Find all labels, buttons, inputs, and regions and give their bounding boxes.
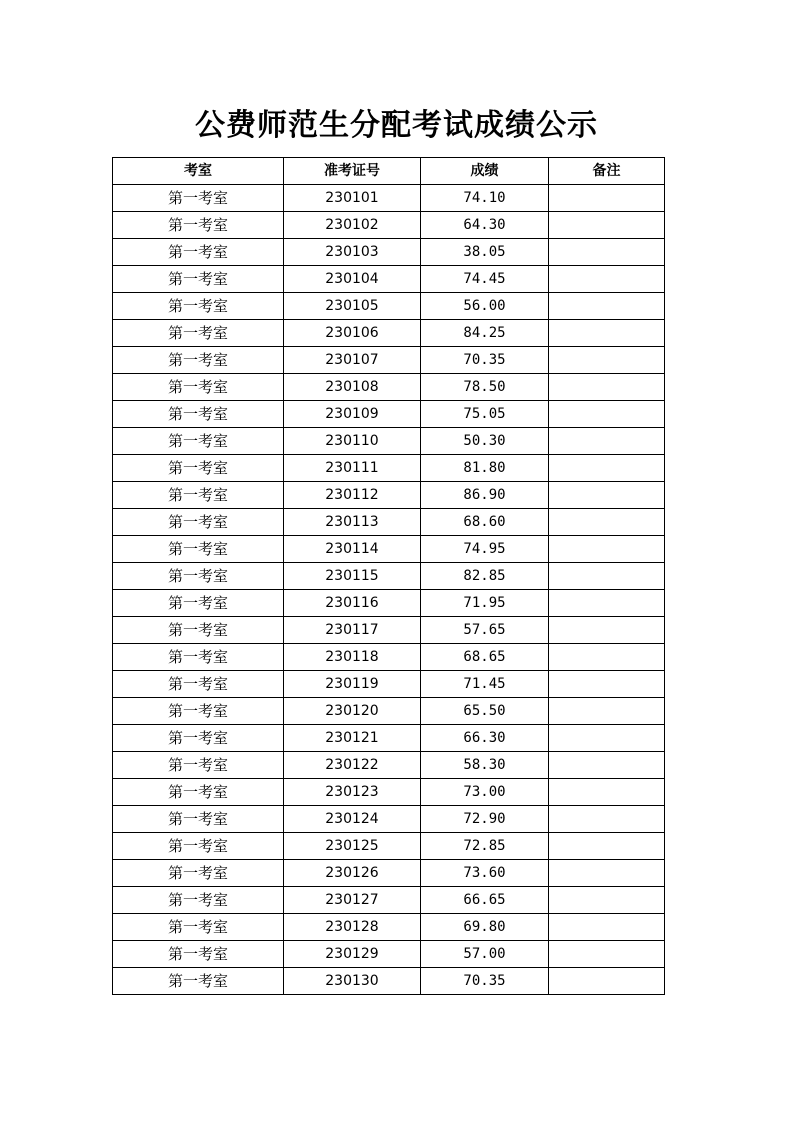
cell-room: 第一考室: [113, 212, 284, 239]
cell-score: 64.30: [421, 212, 549, 239]
cell-score: 68.60: [421, 509, 549, 536]
table-row: [113, 347, 665, 374]
table-row: [113, 185, 665, 212]
cell-room: 第一考室: [113, 536, 284, 563]
cell-note: [549, 536, 665, 563]
cell-room: 第一考室: [113, 752, 284, 779]
cell-exam-id: 230130: [284, 968, 421, 995]
cell-room: 第一考室: [113, 644, 284, 671]
cell-note: [549, 455, 665, 482]
cell-note: [549, 860, 665, 887]
cell-exam-id: 230122: [284, 752, 421, 779]
cell-exam-id: 230128: [284, 914, 421, 941]
cell-note: [549, 347, 665, 374]
page-title: 公费师范生分配考试成绩公示: [195, 108, 598, 143]
cell-room: 第一考室: [113, 806, 284, 833]
column-header-room: 考室: [113, 158, 284, 185]
cell-score: 73.00: [421, 779, 549, 806]
cell-room: 第一考室: [113, 320, 284, 347]
table-row: [113, 644, 665, 671]
cell-note: [549, 185, 665, 212]
cell-room: 第一考室: [113, 914, 284, 941]
cell-exam-id: 230111: [284, 455, 421, 482]
cell-note: [549, 887, 665, 914]
table-row: [113, 941, 665, 968]
cell-note: [549, 968, 665, 995]
table-row: [113, 779, 665, 806]
table-row: [113, 563, 665, 590]
cell-note: [549, 941, 665, 968]
table-row: [113, 239, 665, 266]
score-table: [112, 157, 665, 995]
cell-note: [549, 293, 665, 320]
table-row: [113, 698, 665, 725]
cell-exam-id: 230117: [284, 617, 421, 644]
cell-exam-id: 230102: [284, 212, 421, 239]
cell-score: 50.30: [421, 428, 549, 455]
column-header-score: 成绩: [421, 158, 549, 185]
cell-exam-id: 230114: [284, 536, 421, 563]
cell-note: [549, 509, 665, 536]
cell-note: [549, 617, 665, 644]
cell-score: 71.45: [421, 671, 549, 698]
cell-room: 第一考室: [113, 239, 284, 266]
cell-exam-id: 230112: [284, 482, 421, 509]
cell-score: 69.80: [421, 914, 549, 941]
cell-score: 71.95: [421, 590, 549, 617]
cell-score: 86.90: [421, 482, 549, 509]
cell-score: 65.50: [421, 698, 549, 725]
cell-exam-id: 230113: [284, 509, 421, 536]
cell-room: 第一考室: [113, 455, 284, 482]
cell-exam-id: 230123: [284, 779, 421, 806]
cell-room: 第一考室: [113, 779, 284, 806]
cell-exam-id: 230116: [284, 590, 421, 617]
cell-note: [549, 401, 665, 428]
cell-score: 56.00: [421, 293, 549, 320]
cell-score: 72.90: [421, 806, 549, 833]
cell-note: [549, 374, 665, 401]
cell-score: 57.00: [421, 941, 549, 968]
cell-score: 66.65: [421, 887, 549, 914]
cell-exam-id: 230107: [284, 347, 421, 374]
cell-room: 第一考室: [113, 293, 284, 320]
table-row: [113, 266, 665, 293]
cell-exam-id: 230109: [284, 401, 421, 428]
cell-score: 74.10: [421, 185, 549, 212]
table-row: [113, 887, 665, 914]
cell-score: 68.65: [421, 644, 549, 671]
table-row: [113, 455, 665, 482]
cell-room: 第一考室: [113, 401, 284, 428]
cell-note: [549, 239, 665, 266]
table-row: [113, 590, 665, 617]
table-row: [113, 374, 665, 401]
cell-note: [549, 698, 665, 725]
cell-note: [549, 266, 665, 293]
cell-note: [549, 212, 665, 239]
cell-score: 72.85: [421, 833, 549, 860]
cell-exam-id: 230124: [284, 806, 421, 833]
table-row: [113, 617, 665, 644]
cell-note: [549, 779, 665, 806]
cell-score: 75.05: [421, 401, 549, 428]
cell-score: 70.35: [421, 347, 549, 374]
cell-room: 第一考室: [113, 185, 284, 212]
cell-room: 第一考室: [113, 698, 284, 725]
cell-room: 第一考室: [113, 860, 284, 887]
cell-room: 第一考室: [113, 374, 284, 401]
cell-score: 74.95: [421, 536, 549, 563]
table-row: [113, 536, 665, 563]
cell-room: 第一考室: [113, 590, 284, 617]
cell-room: 第一考室: [113, 833, 284, 860]
cell-room: 第一考室: [113, 941, 284, 968]
cell-room: 第一考室: [113, 482, 284, 509]
table-row: [113, 806, 665, 833]
table-header-row: [113, 158, 665, 185]
cell-score: 81.80: [421, 455, 549, 482]
cell-exam-id: 230127: [284, 887, 421, 914]
cell-score: 73.60: [421, 860, 549, 887]
cell-score: 38.05: [421, 239, 549, 266]
table-row: [113, 428, 665, 455]
cell-exam-id: 230126: [284, 860, 421, 887]
column-header-exam-id: 准考证号: [284, 158, 421, 185]
table-row: [113, 671, 665, 698]
cell-exam-id: 230110: [284, 428, 421, 455]
cell-score: 57.65: [421, 617, 549, 644]
table-row: [113, 833, 665, 860]
cell-exam-id: 230104: [284, 266, 421, 293]
table-row: [113, 482, 665, 509]
cell-score: 84.25: [421, 320, 549, 347]
cell-note: [549, 482, 665, 509]
cell-exam-id: 230129: [284, 941, 421, 968]
cell-note: [549, 428, 665, 455]
cell-score: 66.30: [421, 725, 549, 752]
cell-room: 第一考室: [113, 347, 284, 374]
cell-score: 78.50: [421, 374, 549, 401]
cell-exam-id: 230115: [284, 563, 421, 590]
cell-exam-id: 230108: [284, 374, 421, 401]
table-row: [113, 401, 665, 428]
cell-exam-id: 230105: [284, 293, 421, 320]
cell-note: [549, 671, 665, 698]
cell-note: [549, 320, 665, 347]
cell-room: 第一考室: [113, 266, 284, 293]
table-body: [113, 185, 665, 995]
table-row: [113, 509, 665, 536]
table-row: [113, 914, 665, 941]
cell-room: 第一考室: [113, 968, 284, 995]
cell-score: 74.45: [421, 266, 549, 293]
cell-note: [549, 644, 665, 671]
cell-note: [549, 563, 665, 590]
cell-room: 第一考室: [113, 671, 284, 698]
cell-note: [549, 806, 665, 833]
cell-room: 第一考室: [113, 509, 284, 536]
cell-note: [549, 590, 665, 617]
cell-exam-id: 230118: [284, 644, 421, 671]
cell-note: [549, 752, 665, 779]
cell-note: [549, 725, 665, 752]
cell-exam-id: 230121: [284, 725, 421, 752]
cell-room: 第一考室: [113, 725, 284, 752]
cell-note: [549, 833, 665, 860]
table-row: [113, 752, 665, 779]
table-row: [113, 320, 665, 347]
table-row: [113, 293, 665, 320]
cell-room: 第一考室: [113, 563, 284, 590]
cell-exam-id: 230103: [284, 239, 421, 266]
cell-note: [549, 914, 665, 941]
table-row: [113, 860, 665, 887]
cell-exam-id: 230101: [284, 185, 421, 212]
table-row: [113, 725, 665, 752]
cell-exam-id: 230120: [284, 698, 421, 725]
table-row: [113, 212, 665, 239]
cell-score: 58.30: [421, 752, 549, 779]
cell-exam-id: 230119: [284, 671, 421, 698]
cell-score: 70.35: [421, 968, 549, 995]
cell-exam-id: 230125: [284, 833, 421, 860]
cell-room: 第一考室: [113, 617, 284, 644]
cell-exam-id: 230106: [284, 320, 421, 347]
column-header-note: 备注: [549, 158, 665, 185]
table-row: [113, 968, 665, 995]
cell-score: 82.85: [421, 563, 549, 590]
cell-room: 第一考室: [113, 428, 284, 455]
cell-room: 第一考室: [113, 887, 284, 914]
